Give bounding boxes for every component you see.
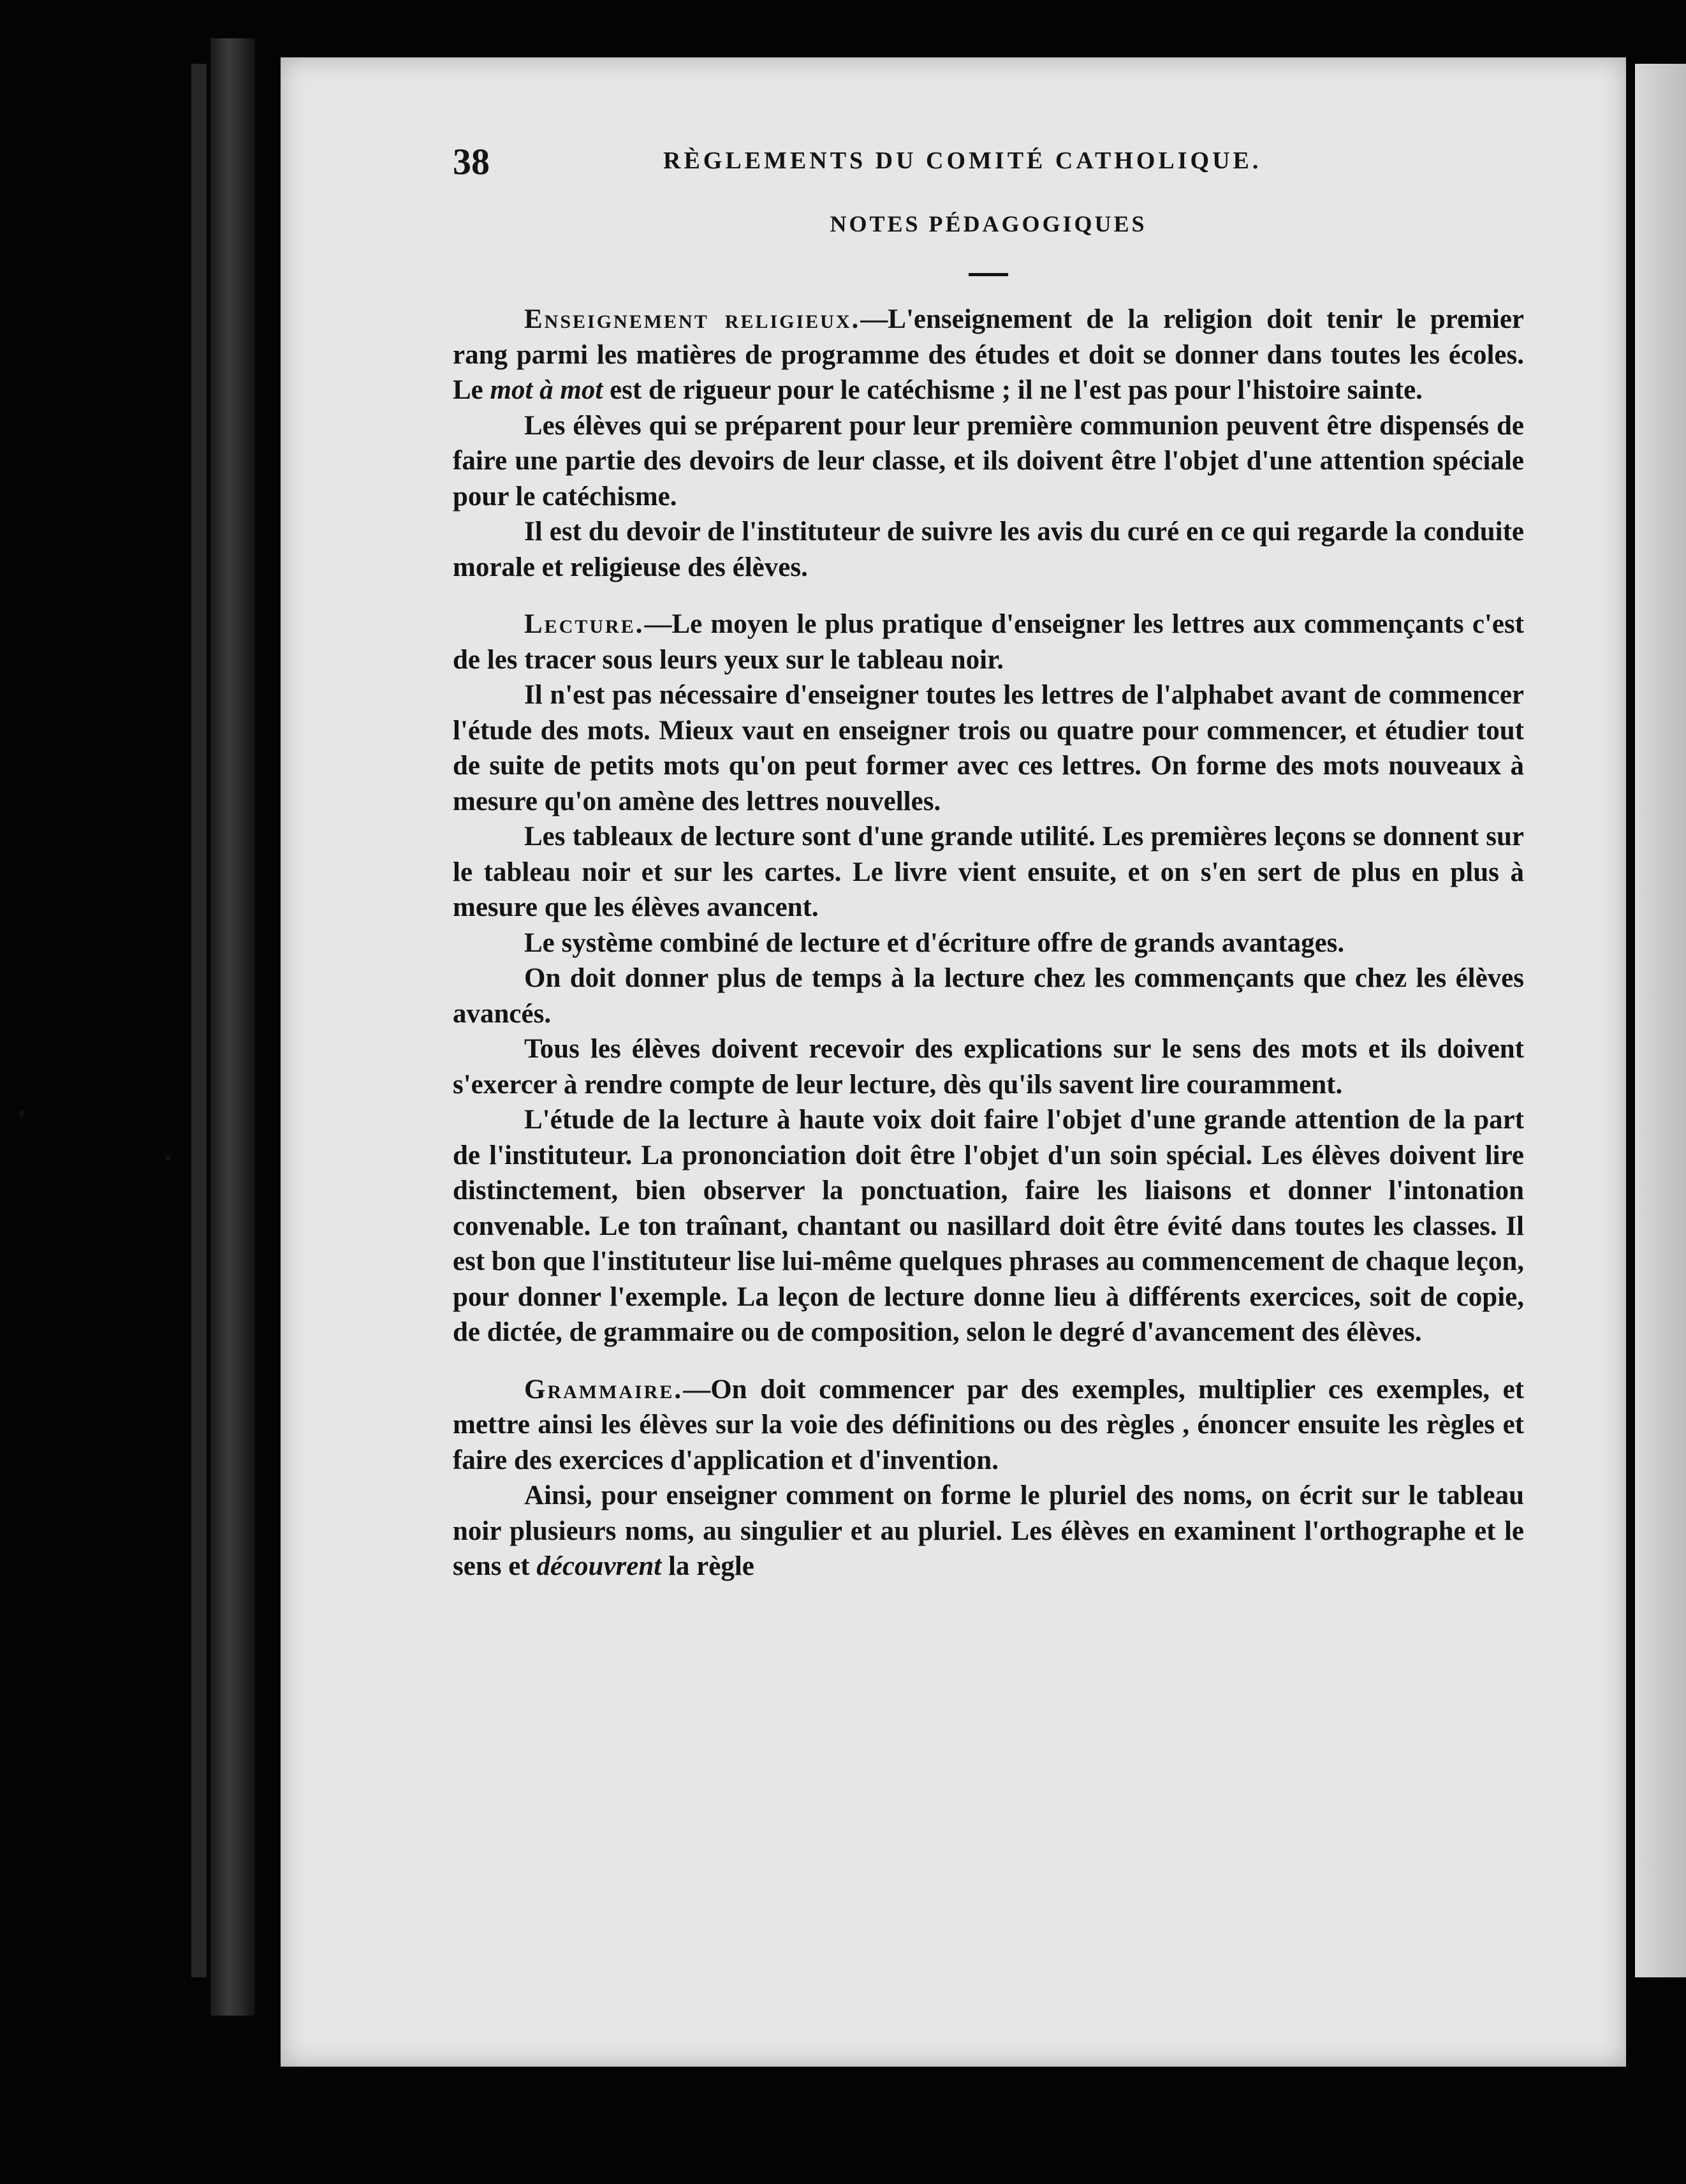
section-title: NOTES PÉDAGOGIQUES <box>830 211 1147 237</box>
paragraph-text: —L'enseignement de la religion doit tenir le premier rang parmi les matières de programme des études et doit se donner dans toutes les écoles. Le <box>453 304 1524 405</box>
paragraph-text: On doit donner plus de temps à la lecture chez les commençants que chez les élèves avancés. <box>453 963 1524 1029</box>
book-binding-edge <box>210 38 255 2016</box>
paragraph-grammaire <box>453 1372 1524 1479</box>
running-head <box>453 140 1524 191</box>
paragraph-text: Le système combiné de lecture et d'écriture offre de grands avantages. <box>524 927 1345 958</box>
paragraph-italic: mot à mot <box>490 375 603 405</box>
page-content <box>453 140 1524 1584</box>
paragraph-text: Les tableaux de lecture sont d'une grande utilité. Les premières leçons se donnent sur le tableau noir et sur les cartes. Le livre vient ensuite, et on s'en sert de plus en plus à mesure que les élèves avancent. <box>453 822 1524 922</box>
paragraph-heading: Enseignement religieux. <box>524 304 861 334</box>
paragraph-pluriel <box>453 1478 1524 1584</box>
paragraph-italic: découvrent <box>536 1551 662 1581</box>
paragraph-text: L'étude de la lecture à haute voix doit faire l'objet d'une grande attention de la part de l'instituteur. La prononciation doit être l'objet d'un soin spécial. Les élèves doivent lire distinctement, bien observer la ponctuation, faire les liaisons et donner l'intonation convenable. Le ton traînant, chantant ou nasillard doit être évité dans toutes les classes. Il est bon que l'instituteur lise lui-même quelques phrases au commencement de chaque leçon, pour donner l'exemple. La leçon de lecture donne lieu à différents exercices, soit de copie, de dictée, de grammaire ou de composition, selon le degré d'avancement des élèves. <box>453 1105 1524 1347</box>
running-title: RÈGLEMENTS DU COMITÉ CATHOLIQUE. <box>663 147 1262 174</box>
title-rule <box>969 273 1008 276</box>
paragraph-heading: Grammaire. <box>524 1374 684 1405</box>
book-binding-shadow <box>191 64 207 1977</box>
paragraph-text: Ainsi, pour enseigner comment on forme le pluriel des noms, on écrit sur le tableau noir plusieurs noms, au singulier et au pluriel. Les élèves en examinent l'orthographe et le sens et <box>453 1480 1524 1581</box>
page-number: 38 <box>453 141 490 182</box>
paragraph-text: —On doit commencer par des exemples, multiplier ces exemples, et mettre ainsi les élèves sur la voie des définitions ou des règles , énoncer ensuite les règles et faire des exercices d'application et d'invention. <box>453 1374 1524 1475</box>
scan-speck <box>19 1110 24 1118</box>
paragraph-text: Tous les élèves doivent recevoir des explications sur le sens des mots et ils doivent s'exercer à rendre compte de leur lecture, dès qu'ils savent lire couramment. <box>453 1034 1524 1100</box>
scan-speck <box>166 1155 170 1161</box>
document-page <box>281 57 1626 2067</box>
paragraph-lecture <box>453 607 1524 677</box>
paragraph-text: Il n'est pas nécessaire d'enseigner toutes les lettres de l'alphabet avant de commencer l'étude des mots. Mieux vaut en enseigner trois ou quatre pour commencer, et étudier tout de suite de petits mots qu'on peut former avec ces lettres. On forme des mots nouveaux à mesure qu'on amène des lettres nouvelles. <box>453 680 1524 816</box>
paragraph-religion <box>453 302 1524 408</box>
paragraph-text-after: est de rigueur pour le catéchisme ; il ne l'est pas pour l'histoire sainte. <box>603 375 1423 405</box>
paragraph-text: —Le moyen le plus pratique d'enseigner les lettres aux commençants c'est de les tracer sous leurs yeux sur le tableau noir. <box>453 609 1524 675</box>
paragraph-text: Les élèves qui se préparent pour leur première communion peuvent être dispensés de faire une partie des devoirs de leur classe, et ils doivent être l'objet d'une attention spéciale pour le catéchisme. <box>453 410 1524 512</box>
paragraph-text: Il est du devoir de l'instituteur de suivre les avis du curé en ce qui regarde la conduite morale et religieuse des élèves. <box>453 517 1524 582</box>
facing-page-edge <box>1635 64 1686 1977</box>
paragraph-text-after: la règle <box>661 1551 754 1581</box>
paragraph-heading: Lecture. <box>524 609 645 639</box>
